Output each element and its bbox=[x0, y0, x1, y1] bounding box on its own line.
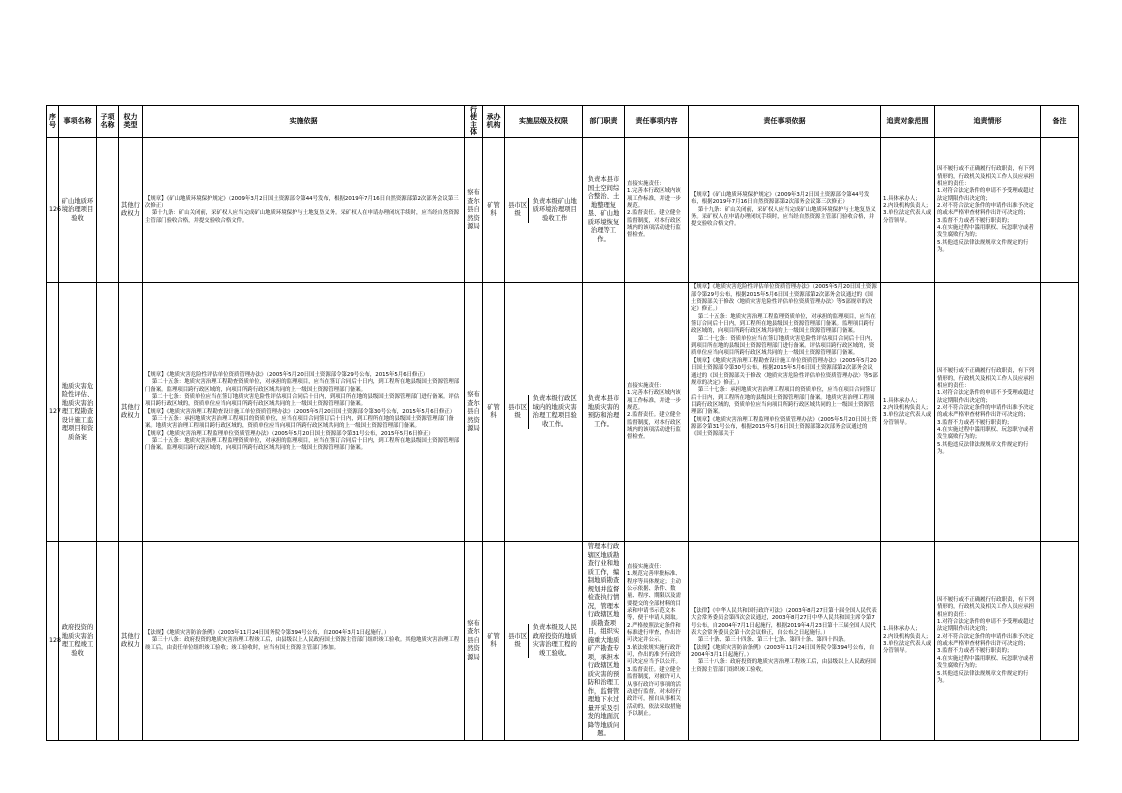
seq-cell: 127 bbox=[47, 283, 59, 542]
situation-cell: 因不履行或不正确履行行政职责，有下列情形的，行政机关及相关工作人员应承担相应的责任： 1.对符合法定条件的申请不予受理或超过法定期限作出决定的； 2.对不符合法定条件的申请作出准予决定的或未严格审查材料作出许可决定的； 3.监督不力或者不履行职责的； 4.在实施过程中滥用职权、玩忽职守或者发生腐败行为的； 5.其他违反法律法规规章文件规定的行为。 bbox=[935, 542, 1041, 741]
situation-cell: 因不履行或不正确履行行政职责，有下列情形的，行政机关及相关工作人员应承担相应的责任： 1.对符合法定条件的申请不予受理或超过法定期限作出决定的； 2.对不符合法定条件的申请作出准予决定的或未严格审查材料作出许可决定的； 3.监督不力或者不履行职责的； 4.在实施过程中滥用职权、玩忽职守或者发生腐败行为的； 5.其他违反法律法规规章文件规定的行为。 bbox=[935, 138, 1041, 283]
remarks-cell bbox=[1041, 542, 1079, 741]
level-inner bbox=[507, 395, 580, 429]
duty-content-cell: 直接实施责任： 1.完善本行政区域内该项工作标准，并进一步规范。 2.监督责任。建立健全监督制度，对本行政区域内的该项活动进行监督检查。 bbox=[625, 138, 689, 283]
duty-basis-cell: 【法律】《中华人民共和国行政许可法》（2003年8月27日第十届全国人民代表大会常务委员会第四次会议通过，2003年8月27日中华人民共和国主席令第7号公布，自2004年7月1日起施行，根据2019年4月23日第十三届全国人民代表大会常务委员会第十次会议修正，自公布之日起施行。） 第三十条、第三十四条、第三十七条、第四十条、第四十四条。 【法规】《地质灾害防治条例》（2003年11月24日国务院令第394号公布，自2004年3月1日起施行。） 第三十八条：政府投资的地质灾害治理工程竣工后，由县级以上人民政府国土资源主管部门组织竣工验收。 bbox=[689, 542, 881, 741]
item-name-cell: 地质灾害危险性评估、地质灾害治理工程勘查设计施工监理项目和资质备案 bbox=[59, 283, 97, 542]
duty-basis-cell: 【规章】《矿山地质环境保护规定》（2009年3月2日国土资源部令第44号发布，根据2019年7月16日自然资源部第2次部务会议第三次修正） 第十九条：矿山关闭前，采矿权人应当完成矿山地质环境保护与土地复垦义务。采矿权人在申请办理闭坑手续时，应当经自然资源主管部门验收合格，并提交验收合格文件。 bbox=[689, 138, 881, 283]
header-seq: 序号 bbox=[47, 106, 59, 138]
header-situation: 追责情形 bbox=[935, 106, 1041, 138]
basis-cell: 【规章】《地质灾害危险性评估单位资质管理办法》（2005年5月20日国土资源部令第29号公布，2015年5月6日修正） 第二十五条：地质灾害治理工程勘查资质单位，对承担的监理项目，应当在签订合同后十日内，到工程所在地县级国土资源管理部门备案。监理项目跨行政区域的，向项目所跨行政区域共同的上一级国土资源管理部门备案。 第二十七条：资质单位应当在签订地质灾害危险性评估项目合同后十日内，到项目所在地的县级国土资源管理部门进行备案。评估项目跨行政区域的，资质单位应当向项目所跨行政区域共同的上一级国土资源管理部门备案。 【规章】《地质灾害治理工程勘查设计施工单位资质管理办法》（2005年5月20日国土资源部令第30号公布，2015年5月6日修正） 第三十五条：承担地质灾害治理工程项目的资质单位，应当在项目合同签订后十日内，到工程所在地的县级国土资源管理部门备案。地质灾害治理工程项目跨行政区域的，资质单位应当向项目所跨行政区域共同的上一级国土资源管理部门备案。 【规章】《地质灾害治理工程监理单位资质管理办法》（2005年5月20日国土资源部令第31号公布，2015年5月6日修正） 第二十五条：地质灾害治理工程监理资质单位，对承担的监理项目，应当在签订合同后十日内，到工程所在地县级国土资源管理部门备案。监理项目跨行政区域的，向项目所跨行政区域共同的上一级国土资源管理部门备案。 bbox=[143, 283, 465, 542]
level-label: 县市区级 bbox=[508, 403, 528, 420]
header-duty-basis: 责任事项依据 bbox=[689, 106, 881, 138]
header-basis: 实施依据 bbox=[143, 106, 465, 138]
remarks-cell bbox=[1041, 138, 1079, 283]
basis-cell: 【法规】《地质灾害防治条例》（2003年11月24日国务院令第394号公布，自2004年3月1日起施行。） 第三十八条：政府投资的地质灾害治理工程竣工后，由县级以上人民政府国土资源主管部门组织竣工验收。其他地质灾害治理工程竣工后，由责任单位组织竣工验收；竣工验收时，应当有国土资源主管部门参加。 bbox=[143, 542, 465, 741]
dept-duty-cell: 负责本县市国土空间综合整治、土地整理复垦、矿山地质环境恢复治理等工作。 bbox=[583, 138, 625, 283]
seq-cell: 128 bbox=[47, 542, 59, 741]
header-sub-item-name: 子项名称 bbox=[97, 106, 119, 138]
header-undertake-org: 承办机构 bbox=[483, 106, 505, 138]
level-inner bbox=[507, 198, 580, 224]
header-level: 实施层级及权限 bbox=[505, 106, 583, 138]
remarks-cell bbox=[1041, 283, 1079, 542]
header-target-scope: 追责对象范围 bbox=[881, 106, 935, 138]
duty-content-cell: 直接实施责任： 1.完善本行政区域内该项工作标准，并进一步规范。 2.监督责任。建立健全监督制度，对本行政区域内的该项活动进行监督检查。 bbox=[625, 283, 689, 542]
undertake-org-cell: 矿管科 bbox=[483, 283, 505, 542]
dept-duty-summary: 负责本级行政区域内的地质灾害治理工程项目验收工作。 bbox=[529, 395, 580, 429]
responsibility-table bbox=[46, 105, 1079, 741]
undertake-org-cell: 矿管科 bbox=[483, 542, 505, 741]
level-cell bbox=[505, 542, 583, 741]
header-item-name: 事项名称 bbox=[59, 106, 97, 138]
header-row bbox=[47, 106, 1079, 138]
dept-duty-summary: 负责本级矿山地质环境治理项目验收工作 bbox=[529, 198, 580, 224]
item-name-cell: 政府投资的地质灾害治理工程竣工验收 bbox=[59, 542, 97, 741]
header-exec-subject: 行使主体 bbox=[465, 106, 483, 138]
level-label: 县市区级 bbox=[508, 201, 528, 218]
seq-cell: 126 bbox=[47, 138, 59, 283]
level-inner bbox=[507, 624, 580, 658]
exec-subject-cell: 察布查尔县自然资源局 bbox=[465, 542, 483, 741]
basis-cell: 【规章】《矿山地质环境保护规定》（2009年3月2日国土资源部令第44号发布，根据2019年7月16日自然资源部第2次部务会议第三次修正） 第十九条：矿山关闭前，采矿权人应当完成矿山地质环境保护与土地复垦义务。采矿权人在申请办理闭坑手续时，应当经自然资源主管部门验收合格，并提交验收合格文件。 bbox=[143, 138, 465, 283]
exec-subject-cell: 察布查尔县自然资源局 bbox=[465, 138, 483, 283]
item-name-cell: 矿山地质环境治理项目验收 bbox=[59, 138, 97, 283]
header-dept-duty: 部门职责 bbox=[583, 106, 625, 138]
header-power-type: 权力类型 bbox=[119, 106, 143, 138]
header-duty-content: 责任事项内容 bbox=[625, 106, 689, 138]
target-scope-cell: 1.具体承办人； 2.内设机构负责人； 3.单位法定代表人或分管领导。 bbox=[881, 542, 935, 741]
dept-duty-cell: 负责本县市地质灾害的预防和治理工作。 bbox=[583, 283, 625, 542]
undertake-org-cell: 矿管科 bbox=[483, 138, 505, 283]
target-scope-cell: 1.具体承办人； 2.内设机构负责人； 3.单位法定代表人或分管领导。 bbox=[881, 138, 935, 283]
power-type-cell: 其他行政权力 bbox=[119, 283, 143, 542]
exec-subject-cell: 察布查尔县自然资源局 bbox=[465, 283, 483, 542]
target-scope-cell: 1.具体承办人； 2.内设机构负责人； 3.单位法定代表人或分管领导。 bbox=[881, 283, 935, 542]
power-type-cell: 其他行政权力 bbox=[119, 138, 143, 283]
table-row bbox=[47, 542, 1079, 741]
sub-item-name-cell bbox=[97, 138, 119, 283]
level-cell bbox=[505, 283, 583, 542]
table-row bbox=[47, 138, 1079, 283]
duty-content-cell: 直接实施责任： 1.规范完善审批标准、程序等具体规定；主动公示依据、条件、数量、程序、期限以及需要提交的全部材料的目录和申请书示范文本等，便于申请人阅取。 2.严格按照法定条件和标准进行审查，作出许可决定并公示。 3.依法依规实施行政许可，作出的准予行政许可决定应当予以公开。 3.监督责任。建立健全监督制度，对被许可人从事行政许可事项的活动进行监督，对未经行政许可，擅自从事相关活动的，依法采取措施予以制止。 bbox=[625, 542, 689, 741]
duty-basis-cell: 【规章】《地质灾害危险性评估单位资质管理办法》（2005年5月20日国土资源部令第29号公布，根据2015年5月6日国土资源部第2次部务会议通过的《国土资源部关于修改〈地质灾害危险性评估单位资质管理办法〉等5部规章的决定》修正。） 第二十五条：地质灾害治理工程监理资质单位，对承担的监理项目，应当在签订合同后十日内，到工程所在地县级国土资源管理部门备案。监理项目跨行政区域的，向项目所跨行政区域共同的上一级国土资源管理部门备案。 第二十七条：资质单位应当在签订地质灾害危险性评估项目合同后十日内，到项目所在地的县级国土资源管理部门进行备案。评估项目跨行政区域的，资质单位应当向项目所跨行政区域共同的上一级国土资源管理部门备案。 【规章】《地质灾害治理工程勘查设计施工单位资质管理办法》（2005年5月20日国土资源部令第30号公布，根据2015年5月6日国土资源部第2次部务会议通过的《国土资源部关于修改〈地质灾害危险性评估单位资质管理办法〉等5部规章的决定》修正。） 第三十七条：承担地质灾害治理工程项目的资质单位，应当在项目合同签订后十日内，到工程所在地的县级国土资源管理部门备案。地质灾害治理工程项目跨行政区域的，资质单位应当向项目所跨行政区域共同的上一级国土资源管理部门备案。 【规章】《地质灾害治理工程监理单位资质管理办法》（2005年5月20日国土资源部令第31号公布，根据2015年5月6日国土资源部第2次部务会议通过的《国土资源部关于 bbox=[689, 283, 881, 542]
dept-duty-cell: 管理本行政辖区地质勘查行业和地质工作，编制地质勘查规划并监督检查执行情况，管理本行政辖区地质勘查项目，组织实施重大地质矿产勘查专项，承担本行政辖区地质灾害的预防和治理工作，监督管理地下水过量开采及引发的地面沉降等地质问题。 bbox=[583, 542, 625, 741]
level-cell bbox=[505, 138, 583, 283]
dept-duty-summary: 负责本级及人民政府投资的地质灾害治理工程的竣工验收。 bbox=[529, 624, 580, 658]
sub-item-name-cell bbox=[97, 542, 119, 741]
sub-item-name-cell bbox=[97, 283, 119, 542]
power-type-cell: 其他行政权力 bbox=[119, 542, 143, 741]
table-row bbox=[47, 283, 1079, 542]
level-label: 县市区级 bbox=[508, 632, 528, 649]
situation-cell: 因不履行或不正确履行行政职责，有下列情形的，行政机关及相关工作人员应承担相应的责任： 1.对符合法定条件的申请不予受理或超过法定期限作出决定的； 2.对不符合法定条件的申请作出准予决定的或未严格审查材料作出许可决定的； 3.监督不力或者不履行职责的； 4.在实施过程中滥用职权、玩忽职守或者发生腐败行为的； 5.其他违反法律法规规章文件规定的行为。 bbox=[935, 283, 1041, 542]
header-remarks: 备注 bbox=[1041, 106, 1079, 138]
